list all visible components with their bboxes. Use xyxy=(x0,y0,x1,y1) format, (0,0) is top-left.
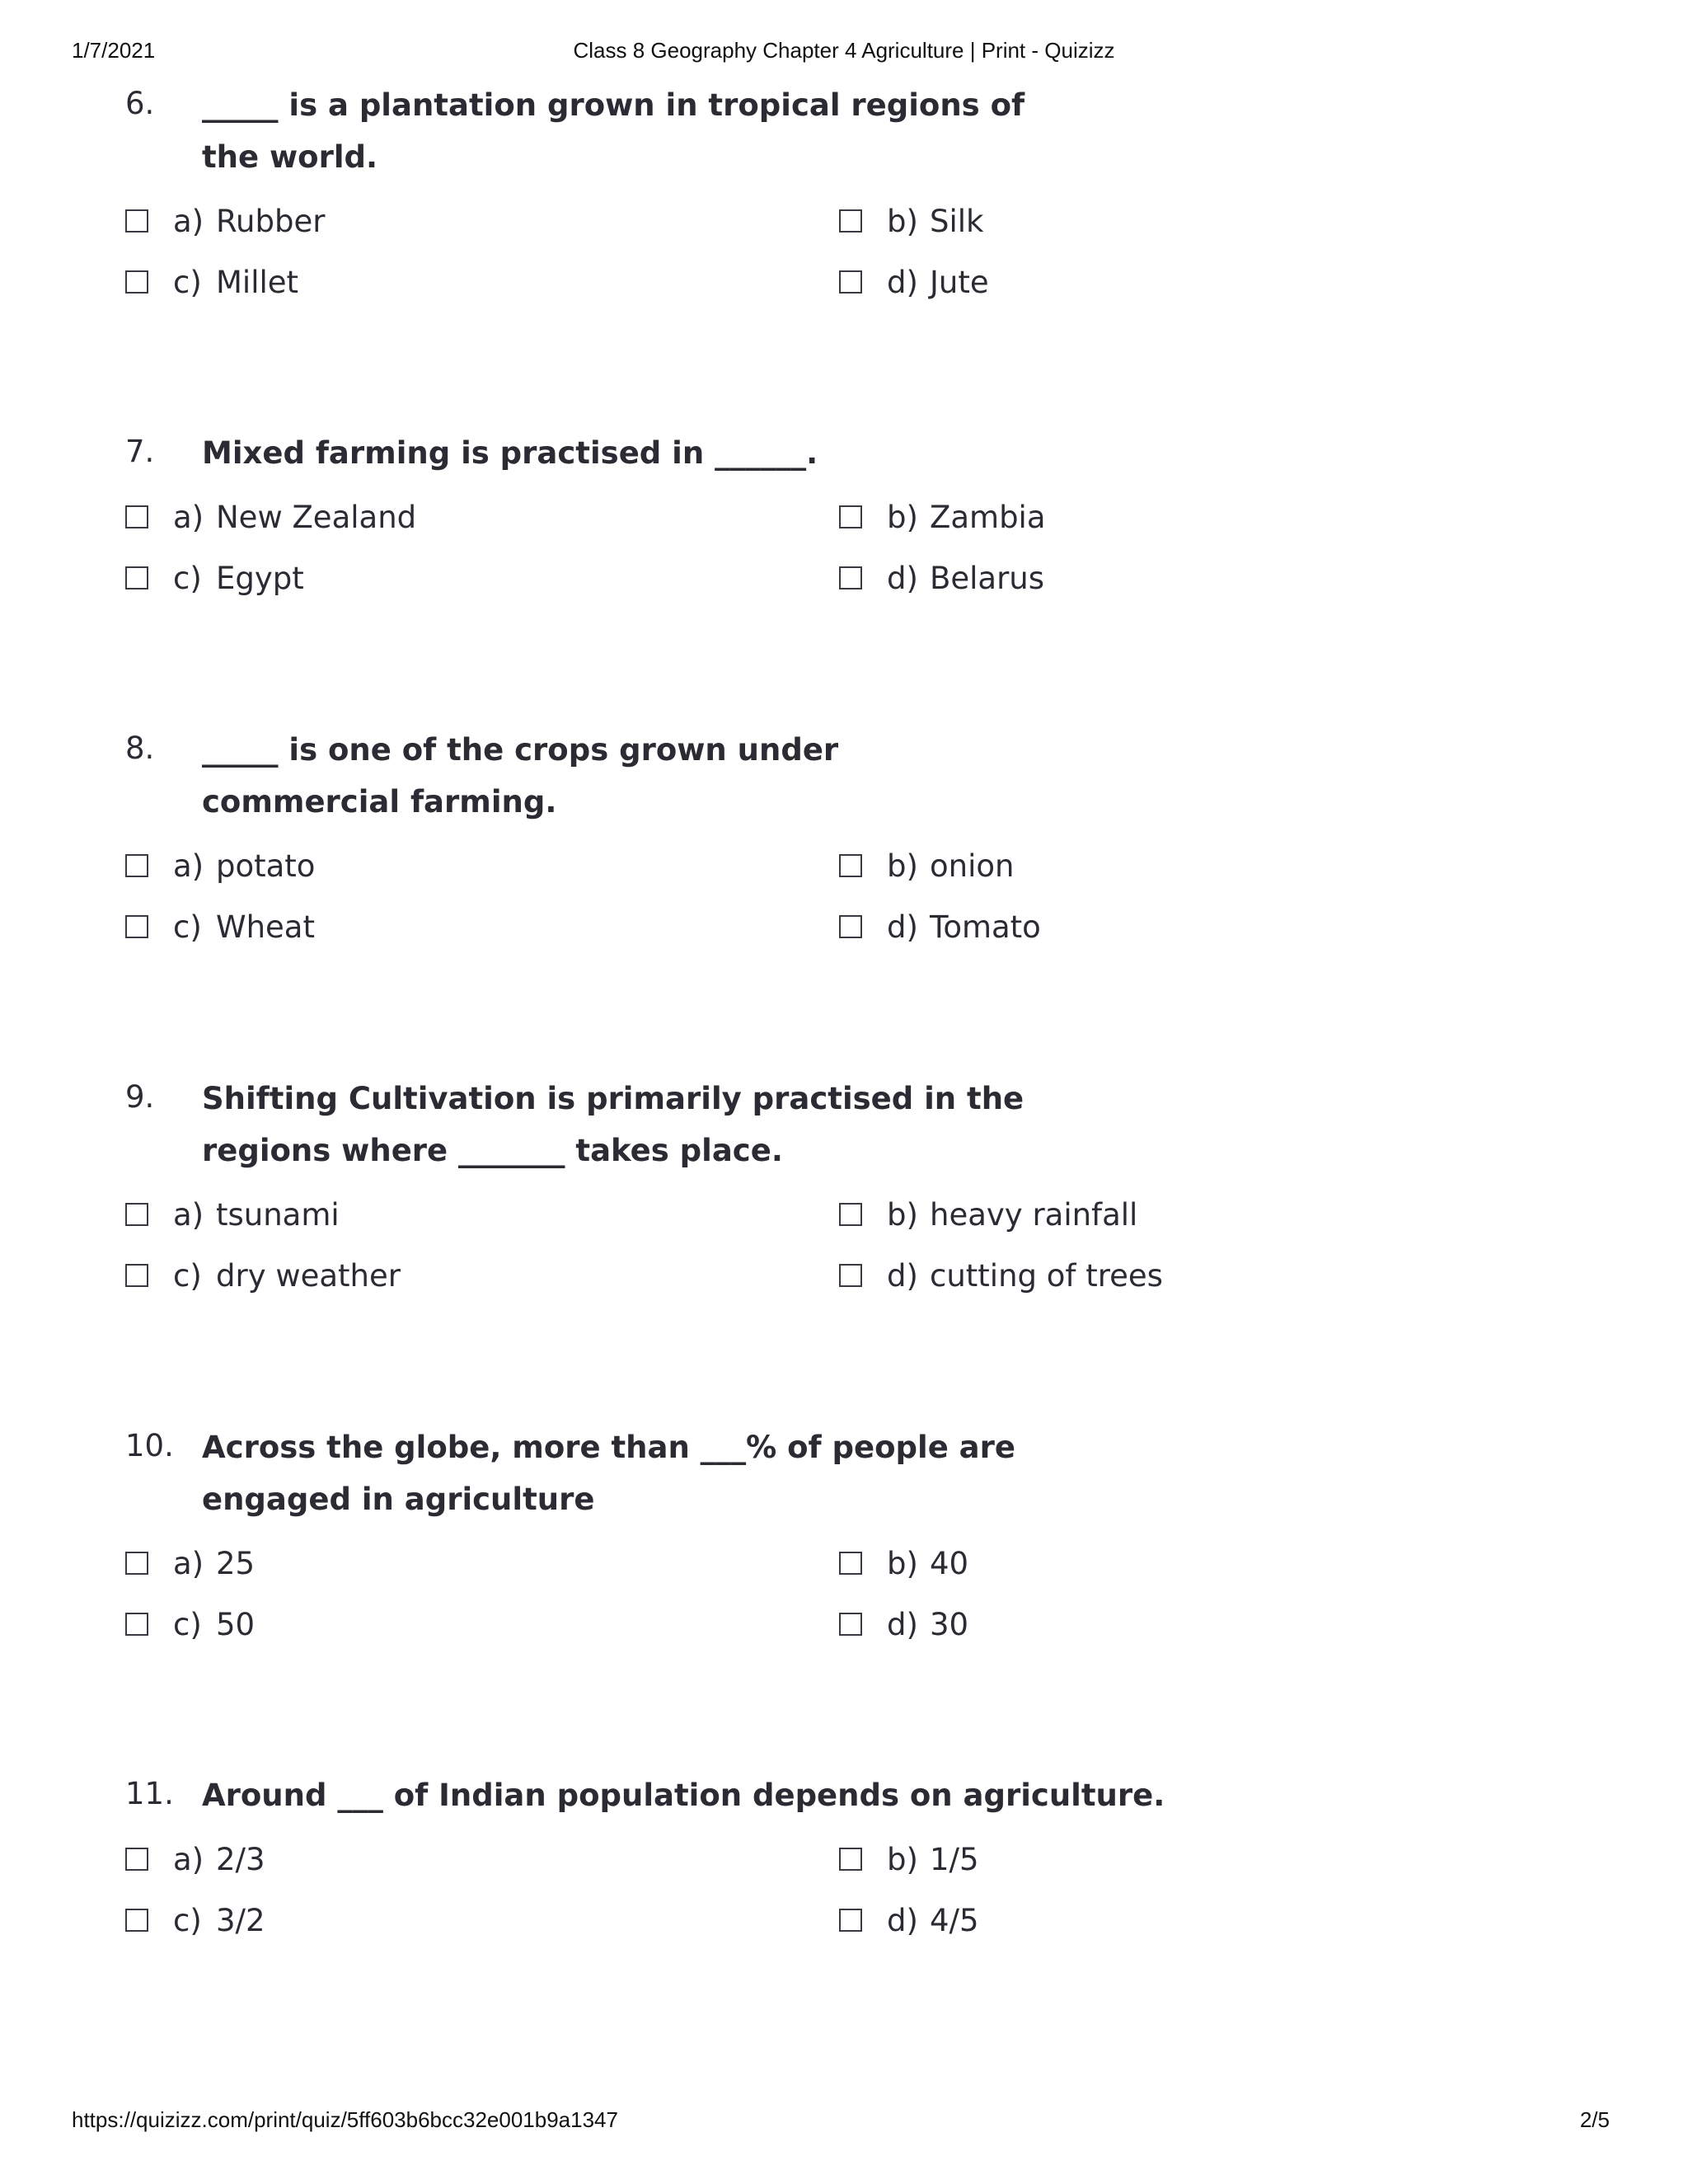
question-number: 8. xyxy=(125,730,155,766)
option-letter: a) xyxy=(173,1196,204,1233)
option-text: Zambia xyxy=(930,499,1046,535)
option-d[interactable] xyxy=(839,1599,968,1649)
option-letter: a) xyxy=(173,203,204,239)
checkbox-icon[interactable] xyxy=(839,1909,862,1932)
option-letter: d) xyxy=(887,1257,918,1294)
checkbox-icon[interactable] xyxy=(125,1848,148,1871)
option-text: 1/5 xyxy=(930,1841,979,1877)
checkbox-icon[interactable] xyxy=(839,854,862,877)
option-letter: b) xyxy=(887,203,918,239)
option-text: cutting of trees xyxy=(930,1257,1163,1294)
option-a[interactable] xyxy=(125,492,416,542)
checkbox-icon[interactable] xyxy=(839,209,862,232)
option-c[interactable] xyxy=(125,1599,255,1649)
option-letter: c) xyxy=(173,264,202,300)
option-c[interactable] xyxy=(125,553,304,603)
checkbox-icon[interactable] xyxy=(125,1552,148,1575)
option-d[interactable] xyxy=(839,902,1041,951)
option-text: 25 xyxy=(216,1545,256,1581)
option-text: New Zealand xyxy=(216,499,417,535)
option-text: potato xyxy=(216,848,316,884)
page-number: 2/5 xyxy=(1579,2107,1610,2132)
checkbox-icon[interactable] xyxy=(839,505,862,528)
checkbox-icon[interactable] xyxy=(125,505,148,528)
option-letter: c) xyxy=(173,1902,202,1938)
option-b[interactable] xyxy=(839,841,1014,890)
option-text: heavy rainfall xyxy=(930,1196,1138,1233)
checkbox-icon[interactable] xyxy=(839,1613,862,1636)
option-d[interactable] xyxy=(839,257,989,307)
question-number: 11. xyxy=(125,1776,174,1811)
option-text: 30 xyxy=(930,1606,969,1642)
checkbox-icon[interactable] xyxy=(125,566,148,589)
option-d[interactable] xyxy=(839,553,1044,603)
question-number: 10. xyxy=(125,1428,174,1463)
checkbox-icon[interactable] xyxy=(125,1203,148,1226)
checkbox-icon[interactable] xyxy=(839,566,862,589)
option-b[interactable] xyxy=(839,1834,979,1884)
option-c[interactable] xyxy=(125,257,298,307)
option-a[interactable] xyxy=(125,1538,255,1588)
question-text: Across the globe, more than ___% of people are engaged in agriculture xyxy=(202,1430,1015,1517)
option-b[interactable] xyxy=(839,1190,1137,1239)
question-number: 9. xyxy=(125,1079,155,1115)
option-a[interactable] xyxy=(125,196,325,246)
question-text: _____ is one of the crops grown under commercial farming. xyxy=(202,732,839,820)
option-a[interactable] xyxy=(125,1190,340,1239)
checkbox-icon[interactable] xyxy=(125,1909,148,1932)
checkbox-icon[interactable] xyxy=(125,209,148,232)
option-letter: c) xyxy=(173,1606,202,1642)
checkbox-icon[interactable] xyxy=(839,1848,862,1871)
option-letter: c) xyxy=(173,1257,202,1294)
checkbox-icon[interactable] xyxy=(839,270,862,294)
print-date: 1/7/2021 xyxy=(72,38,156,63)
option-letter: b) xyxy=(887,499,918,535)
option-letter: c) xyxy=(173,909,202,945)
checkbox-icon[interactable] xyxy=(839,1552,862,1575)
question-text: Shifting Cultivation is primarily practised in the regions where _______ takes place. xyxy=(202,1081,1025,1168)
print-url: https://quizizz.com/print/quiz/5ff603b6bcc32e001b9a1347 xyxy=(72,2107,618,2132)
question-text: _____ is a plantation grown in tropical regions of the world. xyxy=(202,87,1025,175)
option-letter: b) xyxy=(887,848,918,884)
option-letter: b) xyxy=(887,1545,918,1581)
option-letter: d) xyxy=(887,909,918,945)
option-letter: c) xyxy=(173,560,202,596)
option-letter: a) xyxy=(173,1841,204,1877)
option-text: 2/3 xyxy=(216,1841,265,1877)
option-text: Rubber xyxy=(216,203,326,239)
option-d[interactable] xyxy=(839,1895,979,1945)
option-letter: a) xyxy=(173,499,204,535)
option-text: tsunami xyxy=(216,1196,340,1233)
question-text: Mixed farming is practised in ______. xyxy=(202,435,818,471)
option-text: dry weather xyxy=(216,1257,401,1294)
option-b[interactable] xyxy=(839,196,983,246)
checkbox-icon[interactable] xyxy=(125,854,148,877)
option-d[interactable] xyxy=(839,1251,1163,1300)
option-letter: d) xyxy=(887,1902,918,1938)
option-letter: d) xyxy=(887,560,918,596)
option-letter: d) xyxy=(887,264,918,300)
option-b[interactable] xyxy=(839,1538,968,1588)
option-c[interactable] xyxy=(125,1251,401,1300)
checkbox-icon[interactable] xyxy=(125,270,148,294)
option-text: Belarus xyxy=(930,560,1045,596)
checkbox-icon[interactable] xyxy=(125,1613,148,1636)
option-letter: b) xyxy=(887,1196,918,1233)
question-number: 7. xyxy=(125,434,155,469)
checkbox-icon[interactable] xyxy=(125,1264,148,1287)
option-text: 3/2 xyxy=(216,1902,265,1938)
option-text: Millet xyxy=(216,264,299,300)
option-letter: a) xyxy=(173,1545,204,1581)
option-a[interactable] xyxy=(125,841,315,890)
option-c[interactable] xyxy=(125,902,315,951)
option-c[interactable] xyxy=(125,1895,265,1945)
option-text: onion xyxy=(930,848,1015,884)
print-header xyxy=(0,38,1688,71)
option-text: 4/5 xyxy=(930,1902,979,1938)
option-text: Egypt xyxy=(216,560,304,596)
option-text: Jute xyxy=(930,264,989,300)
option-text: 50 xyxy=(216,1606,256,1642)
option-letter: b) xyxy=(887,1841,918,1877)
option-letter: a) xyxy=(173,848,204,884)
checkbox-icon[interactable] xyxy=(839,1203,862,1226)
checkbox-icon[interactable] xyxy=(839,1264,862,1287)
print-footer xyxy=(0,2107,1688,2140)
checkbox-icon[interactable] xyxy=(839,915,862,938)
option-text: Tomato xyxy=(930,909,1041,945)
option-b[interactable] xyxy=(839,492,1046,542)
option-text: Silk xyxy=(930,203,984,239)
option-text: 40 xyxy=(930,1545,969,1581)
question-text: Around ___ of Indian population depends on agriculture. xyxy=(202,1778,1165,1813)
option-letter: d) xyxy=(887,1606,918,1642)
option-a[interactable] xyxy=(125,1834,265,1884)
question-number: 6. xyxy=(125,86,155,121)
option-text: Wheat xyxy=(216,909,315,945)
checkbox-icon[interactable] xyxy=(125,915,148,938)
print-title: Class 8 Geography Chapter 4 Agriculture | Print - Quizizz xyxy=(573,38,1115,63)
